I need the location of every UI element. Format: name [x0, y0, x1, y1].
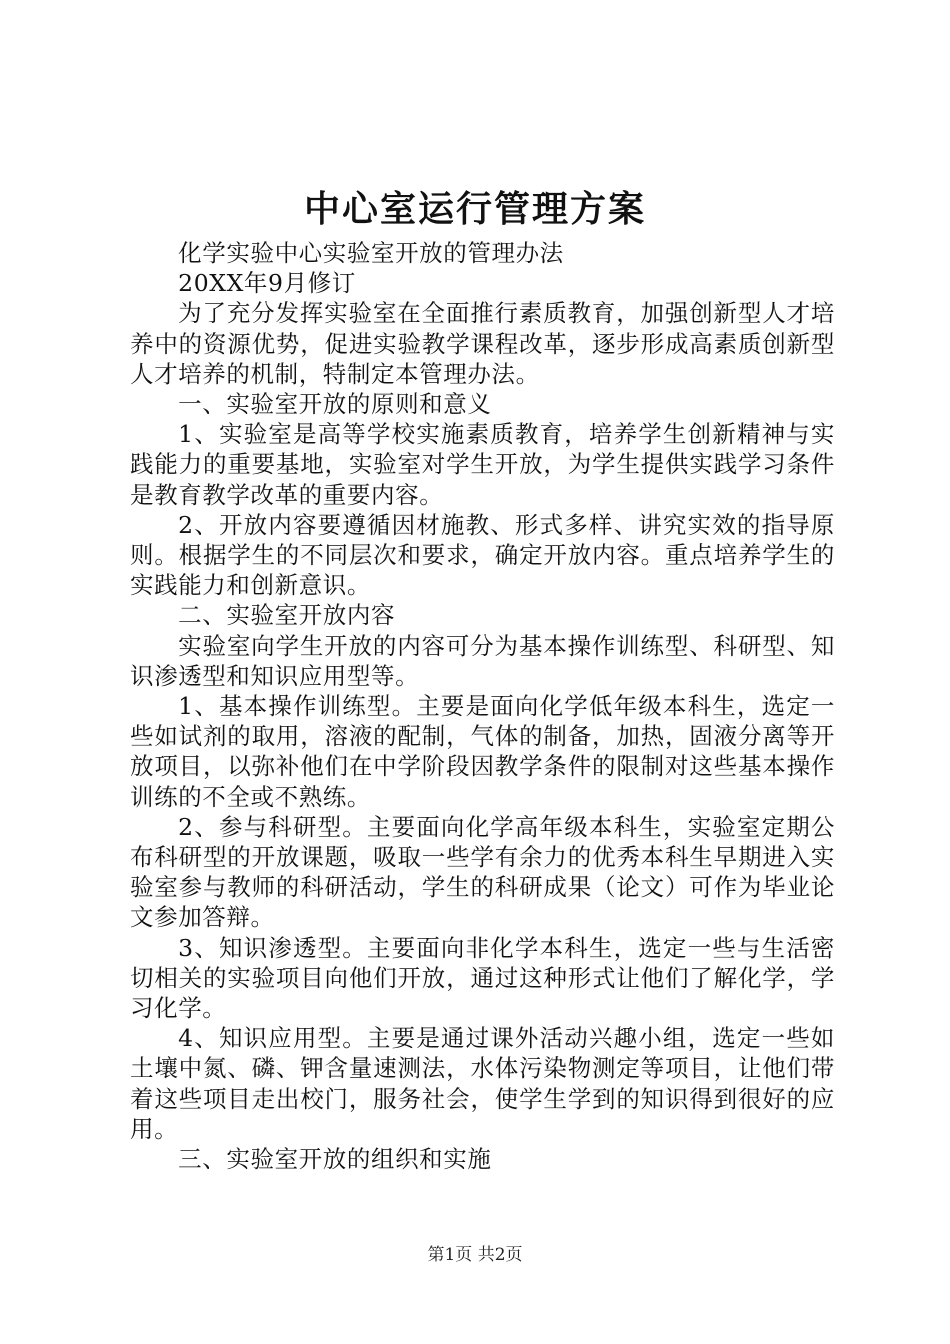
paragraph-2-intro: 实验室向学生开放的内容可分为基本操作训练型、科研型、知识渗透型和知识应用型等。: [130, 631, 835, 690]
revision-date: 20XX年9月修订: [178, 269, 356, 298]
paragraph-2-4: 4、知识应用型。主要是通过课外活动兴趣小组，选定一些如土壤中氮、磷、钾含量速测法，水体污染物测定等项目，让他们带着这些项目走出校门，服务社会，使学生学到的知识得到很好的应用。: [130, 1024, 835, 1143]
page-number-footer: 第1页 共2页: [427, 1245, 523, 1265]
paragraph-2-1: 1、基本操作训练型。主要是面向化学低年级本科生，选定一些如试剂的取用，溶液的配制，气体的制备，加热，固液分离等开放项目，以弥补他们在中学阶段因教学条件的限制对这些基本操作训练的不全或不熟练。: [130, 692, 835, 811]
document-title: 中心室运行管理方案: [303, 188, 646, 230]
doc-subtitle: 化学实验中心实验室开放的管理办法: [178, 239, 564, 267]
paragraph-1-2: 2、开放内容要遵循因材施教、形式多样、讲究实效的指导原则。根据学生的不同层次和要求，确定开放内容。重点培养学生的实践能力和创新意识。: [130, 510, 835, 600]
section-heading-1: 一、实验室开放的原则和意义: [178, 390, 492, 419]
paragraph-2-2: 2、参与科研型。主要面向化学高年级本科生，实验室定期公布科研型的开放课题，吸取一些学有余力的优秀本科生早期进入实验室参与教师的科研活动，学生的科研成果（论文）可作为毕业论文参加答辩。: [130, 812, 835, 932]
intro-paragraph: 为了充分发挥实验室在全面推行素质教育，加强创新型人才培养中的资源优势，促进实验教学课程改革，逐步形成高素质创新型人才培养的机制，特制定本管理办法。: [130, 299, 835, 388]
paragraph-1-1: 1、实验室是高等学校实施素质教育，培养学生创新精神与实践能力的重要基地，实验室对学生开放，为学生提供实践学习条件是教育教学改革的重要内容。: [130, 420, 835, 509]
section-heading-3: 三、实验室开放的组织和实施: [178, 1145, 492, 1174]
paragraph-2-3: 3、知识渗透型。主要面向非化学本科生，选定一些与生活密切相关的实验项目向他们开放，通过这种形式让他们了解化学，学习化学。: [130, 933, 835, 1023]
section-heading-2: 二、实验室开放内容: [178, 601, 396, 630]
document-body: [130, 238, 835, 1174]
